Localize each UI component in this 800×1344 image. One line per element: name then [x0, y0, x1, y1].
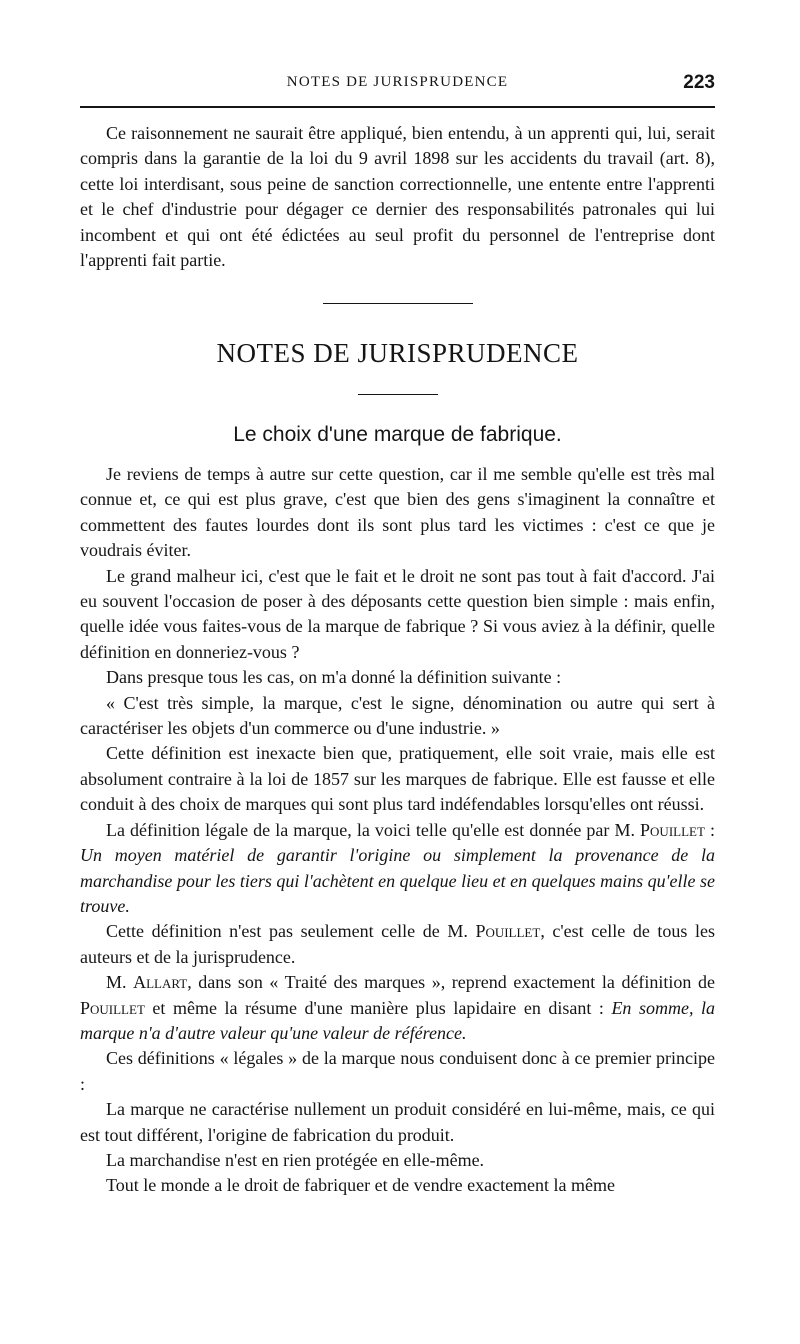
book-page — [80, 0, 715, 1344]
paragraph-allart — [80, 970, 715, 1046]
text-run: : — [704, 819, 715, 840]
text-run: La définition légale de la marque, la voici telle qu'elle est donnée par M. — [106, 819, 641, 840]
paragraph — [80, 919, 715, 970]
paragraph: Dans presque tous les cas, on m'a donné la définition suivante : — [106, 667, 562, 688]
author-name: Pouillet — [475, 921, 541, 942]
author-name: Allart — [133, 972, 188, 993]
author-name: Pouillet — [80, 997, 145, 1018]
italic-quote: Un moyen matériel de garantir l'origine ou simplement la provenance de la marchandise pour les tiers qui l'achètent en quelque lieu et en quelques mains qu'elle se trouve. — [80, 845, 715, 916]
italic-quote: En somme, la marque n'a d'autre valeur qu'une valeur de référence. — [80, 997, 715, 1043]
running-title: NOTES DE JURISPRUDENCE — [286, 74, 509, 90]
quoted-definition: « C'est très simple, la marque, c'est le signe, dénomination ou autre qui sert à caractériser les objets d'un commerce ou d'une industrie. » — [80, 692, 715, 739]
paragraph: Tout le monde a le droit de fabriquer et de vendre exactement la même — [106, 1175, 616, 1196]
text-run: M. — [106, 972, 134, 993]
paragraph: Je reviens de temps à autre sur cette question, car il me semble qu'elle est très mal connue et, ce qui est plus grave, c'est que bien des gens s'imaginent la connaître et commettent des fautes lourdes dont ils sont plus tard les victimes : c'est ce que je voudrais éviter. — [80, 464, 715, 561]
text-run: et même la résume d'une manière plus lapidaire en disant : — [144, 997, 612, 1018]
separator-rule — [323, 303, 473, 304]
paragraph: Le grand malheur ici, c'est que le fait et le droit ne sont pas tout à fait d'accord. J'ai eu souvent l'occasion de poser à des déposants cette question bien simple : mais enfin, quelle idée vous faites-vous de la marque de fabrique ? Si vous aviez à la définir, quelle définition en donneriez-vous ? — [80, 565, 715, 662]
text-run: , c'est celle de tous les auteurs et de la jurisprudence. — [80, 921, 716, 967]
intro-paragraph: Ce raisonnement ne saurait être appliqué, bien entendu, à un apprenti qui, lui, serait compris dans la garantie de la loi du 9 avril 1898 sur les accidents du travail (art. 8), cette loi interdisant, sous peine de sanction correctionnelle, une entente entre l'apprenti et le chef d'industrie pour dégager ce dernier des responsabilités patronales qui lui incombent et qui ont été édictées au seul profit du personnel de l'entreprise dont l'apprenti fait partie. — [80, 123, 715, 271]
heading-rule — [358, 394, 438, 395]
text-run: Cette définition n'est pas seulement celle de M. — [106, 921, 476, 942]
paragraph: La marchandise n'est en rien protégée en elle-même. — [106, 1149, 485, 1170]
text-run: , dans son « Traité des marques », reprend exactement la définition de — [187, 972, 715, 993]
paragraph-pouillet-definition — [80, 818, 715, 920]
section-title: NOTES DE JURISPRUDENCE — [216, 338, 579, 368]
page-number: 223 — [683, 72, 715, 93]
article-body — [80, 462, 715, 1199]
article-title: Le choix d'une marque de fabrique. — [233, 423, 562, 446]
author-name: Pouillet — [640, 819, 705, 840]
paragraph: Cette définition est inexacte bien que, pratiquement, elle soit vraie, mais elle est absolument contraire à la loi de 1857 sur les marques de fabrique. Elle est fausse et elle conduit à des choix de marques qui sont plus tard indéfendables lorsqu'elles ont réussi. — [80, 743, 715, 815]
paragraph: Ces définitions « légales » de la marque nous conduisent donc à ce premier principe : — [80, 1048, 715, 1094]
running-head — [80, 72, 715, 100]
intro-block — [80, 121, 715, 273]
paragraph: La marque ne caractérise nullement un produit considéré en lui-même, mais, ce qui est tout différent, l'origine de fabrication du produit. — [80, 1099, 715, 1145]
header-rule — [80, 106, 715, 108]
